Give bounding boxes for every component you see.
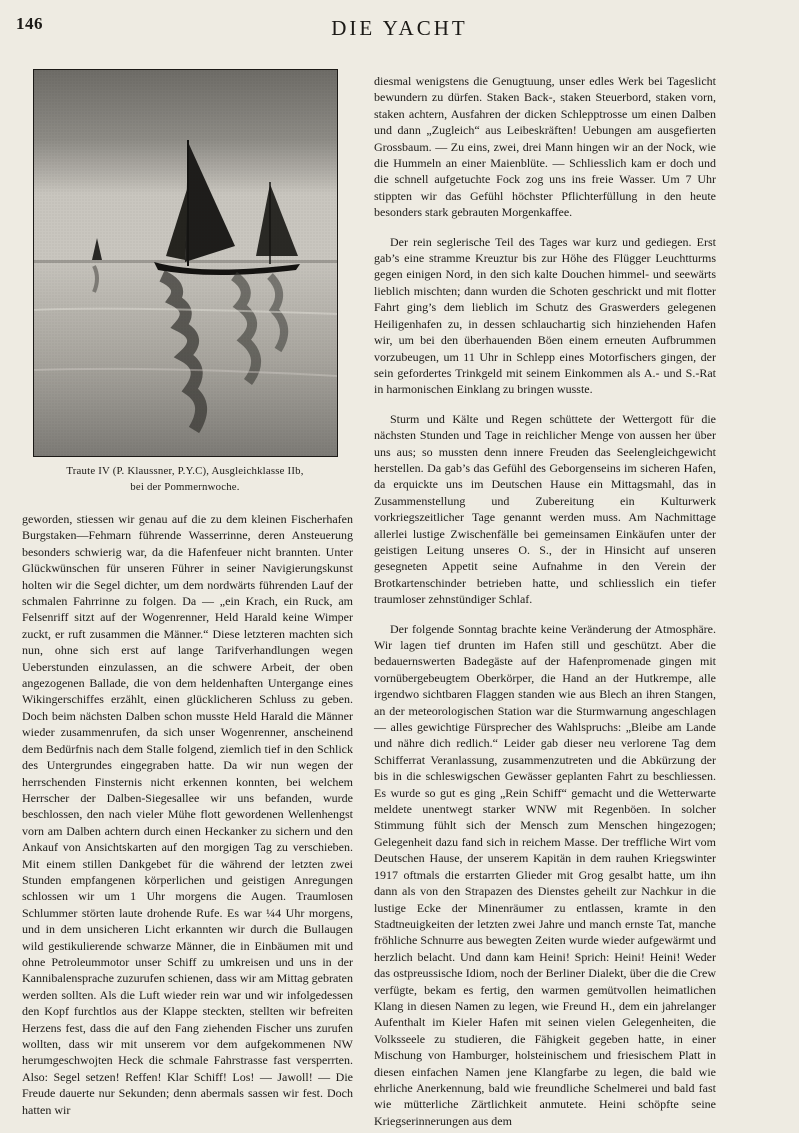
page-number: 146 [16,14,43,33]
figure-caption [40,463,330,495]
paragraph: Der rein seglerische Teil des Tages war kurz und gediegen. Erst gab’s eine stramme Kreuztur bis zur Höhe des Flügger Leuchtturms gegen einigen Nord, in den sich kalte Douchen himmel- und seewärts lieblich mischten; dann wurden die Schoten geschrickt und mit flotter Fahrt ging’s dem lieblich im Schutz des Graswerders gelegenen Heiligenhafen zu, in dessen schlauchartig sich hinziehenden Hafen wir, um bei den überhauenden Böen einem erneuten Aufbrummen vorzubeugen, um 11 Uhr in Schlepp eines Motorfischers gingen, der sein gefordertes Trinkgeld mit seinem Einkommen als A.- und S.-Rat in harmonischen Einklang zu bringen wusste. [374,234,716,397]
paragraph: diesmal wenigstens die Genugtuung, unser edles Werk bei Tageslicht bewundern zu dürfen. Staken Back-, staken Steuerbord, staken vorn, staken achtern, Ausfahren der dicken Schlepptrosse um einen Dalben und dann „Zugleich“ aus Leibeskräften! Uebungen am ausgefierten Grossbaum. — Zu eins, zwei, drei Mann hingen wir an der Nock, wie die Hummeln an einer Maienblüte. — Schliesslich kam er doch und die schnell aufgetuchte Fock zog uns ins freie Wasser. Um 7 Uhr stippten wir das Gefühl höchster Pflichterfüllung in den heute besonders stark gebrauten Morgenkaffee. [374,74,716,220]
paragraph: geworden, stiessen wir genau auf die zu dem kleinen Fischerhafen Burgstaken—Fehmarn führende Wasserrinne, deren Ansteuerung besonders schwierig war, da die Hafenfeuer nicht brannten. Unter Glückwünschen für unseren Führer in seiner Navigierungskunst holten wir die Segel dichter, um dem nordwärts führenden Lauf der schmalen Fahrrinne zu folgen. Da — „ein Krach, ein Ruck, am Felsenriff sitzt auf der Wogenrenner, Held Harald keine Wimper zuckt, er ruft zusammen die Männer.“ Diese letzteren machten sich nun, ohne sich erst auf lange Tarifverhandlungen wegen Ueberstunden einzulassen, an die schwere Arbeit, der oben angezogenen Ballade, die von dem heldenhaften Untergange eines Wikingerschiffes erzählt, einen glücklicheren Schluss zu geben. Doch beim nächsten Dalben schon musste Held Harald die Männer wieder zusammenrufen, da sich unser Wogenrenner, anscheinend dem Bedürfnis nach dem Stalle folgend, ziemlich tief in den Schlick des Untergrundes eingegraben hatte. Da wir nun wegen der herrschenden Finsternis nicht erkennen konnten, bei welchem Herrscher der Dalben-Siegesallee wir uns befanden, wurde beschlossen, den nach vieler Mühe flott gewordenen Wellenhengst vorn am Dalben achtern durch einen Heckanker zu sichern und den Ankauf von Ansichtskarten auf den morgigen Tag zu verschieben. Mit einem stillen Dankgebet für die während der letzten zwei Stunden empfangenen körperlichen und geistigen Anregungen schlossen wir um 1 Uhr morgens die Augen. Traumlosen Schlummer störten laute drohende Rufe. Es war ¼4 Uhr morgens, und in dem unsicheren Licht erkannten wir durch die Bullaugen wild gestikulierende schwarze Männer, die in Einbäumen mit und ohne Petroleummotor unser Schiff zu umkreisen und uns in der Kannibalensprache zuzurufen schienen, dass wir am Mittag gebraten werden sollten. Als die Luft wieder rein war und wir infolgedessen den Kopf furchtlos aus der Klappe steckten, stellten wir befreiten Herzens fest, dass die auf den Fang ziehenden Fischer uns zurufen wollten, dass wir mit unserem vor dem aufgekommenen NW herumgeschwojten Heck die schmale Fahrstrasse fast versperrten. Also: Segel setzen! Reffen! Klar Schiff! Los! — Jawoll! — Die Freude dauerte nur Sekunden; denn abermals sassen wir fest. Doch hatten wir [22,512,353,1117]
sailboat-photo [33,69,338,457]
right-column-text [374,73,716,1129]
sailboat-photo-image [34,70,337,456]
left-column-text [22,511,353,1118]
photo-frame [33,69,338,457]
paragraph: Der folgende Sonntag brachte keine Veränderung der Atmosphäre. Wir lagen tief drunten im Hafen still und geschützt. Aber die bedauernswerten Badegäste auf der Hafenpromenade gingen mit vornübergebeugtem Oberkörper, die Hand an der Hutkrempe, alle irgendwo sichtbaren Flaggen standen wie aus Blech an ihren Stangen, an der meteorologischen Station war die Sturmwarnung angeschlagen — alles gewichtige Fürsprecher des Wahlspruchs: „Bleibe am Lande und nähre dich redlich.“ Leider gab dieser neu verlorene Tag dem Schifferrat Veranlassung, zusammenzutreten und die Abkürzung der bis in die schleswigschen Gewässer geplanten Fahrt zu beschliessen. Es wurde so gut es ging „Rein Schiff“ gemacht und die Wetterwarte meldete unentwegt starker WNW mit Regenböen. In solcher Stimmung fühlt sich der Mensch zum Menschen hingezogen; Gelegenheit dazu fand sich in reichem Masse. Der treffliche Wirt vom Deutschen Hause, der unserem Kapitän in dem rauhen Kriegswinter 1917 oftmals die erstarrten Glieder mit Grog gesalbt hatte, um ihn dann als von den Strapazen des Dienstes geheilt zur Nachkur in die lustige Ecke der Minenräumer zu entlassen, kramte in den Stadtneuigkeiten der letzten zwei Jahre und manch ernste Tat, manche fröhliche Schnurre aus bewegten Zeiten wurde wieder aufgewärmt und herzlich belacht. Und dann kam Heini! Sprich: Heini! Heini! Weder das ostpreussische Idiom, noch der Berliner Dialekt, über die die Crew verfügte, bekam es fertig, den warmen gemütvollen heimatlichen Klang in diesen Namen zu legen, wie Freund H., dem ein jahrelanger Aufenthalt im Kieler Hafen mit seinen vielen Gelegenheiten, die Volksseele zu studieren, die Fähigkeit gegeben hatte, in einer Mischung von Hamburger, holsteinischem und friesischem Platt in diesen einfachen Namen jene Klangfarbe zu legen, die bald wie ehrliche Anerkennung, bald wie freundliche Schelmerei und bald fast wie mütterliche Zärtlichkeit anmutete. Heini schöpfte seine Kriegserinnerungen aus dem [374,621,716,1128]
figure-caption-line-2: bei der Pommernwoche. [130,481,240,493]
running-header-title: DIE YACHT [331,16,468,40]
figure-caption-line-1: Traute IV (P. Klaussner, P.Y.C), Ausgleichklasse IIb, [66,465,304,477]
paragraph: Sturm und Kälte und Regen schüttete der Wettergott für die nächsten Stunden und Tage in reichlicher Menge von aussen her über uns aus; so mussten denn innere Freuden das Seelengleichgewicht herstellen. Da gab’s das Gefühl des Geborgenseins im sicheren Hafen, da erquickte uns im Deutschen Hause ein Mittagsmahl, das in Zusammenstellung und Zubereitung ein Kulturwerk vorkriegszeitlicher Tage genannt werden muss. Am Nachmittage allerlei lustige Zwischenfälle bei gemeinsamen Einkäufen unter der geistigen Leitung unseres O. S., der in Hinsicht auf unseren gesegneten Appetit seine Aufnahme in den Verein der Brotkartenschinder betrieben hatte, und schliesslich ein tiefer traumloser zehnstündiger Schlaf. [374,411,716,607]
